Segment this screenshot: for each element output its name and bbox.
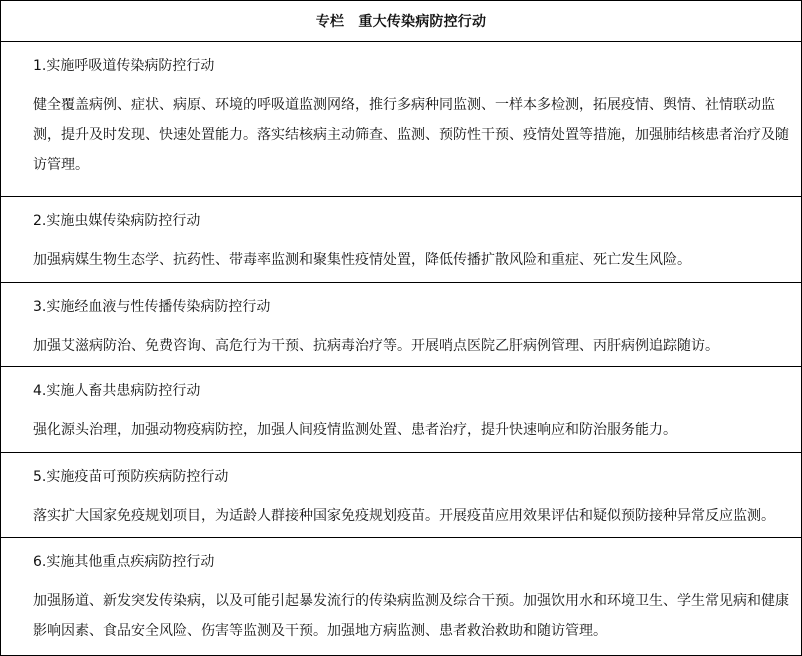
row-body-text: 健全覆盖病例、症状、病原、环境的呼吸道监测网络，推行多病种同监测、一样本多检测，拓展疫情、舆情、社情联动监测，提升及时发现、快速处置能力。落实结核病主动筛查、监测、预防性干预、疫情处置等措施，加强肺结核患者治疗及随访管理。 [33,97,789,173]
table-row [1,42,801,197]
table-title-row [1,1,801,42]
row-body: 加强肠道、新发突发传染病，以及可能引起暴发流行的传染病监测及综合干预。加强饮用水和环境卫生、学生常见病和健康影响因素、食品安全风险、伤害等监测及干预。加强地方病监测、患者救治救助和随访管理。 [33,593,789,639]
table-row [1,538,801,656]
table-title: 专栏 重大传染病防控行动 [315,14,487,30]
row-heading: 2.实施虫媒传染病防控行动 [33,213,201,229]
row-body: 加强艾滋病防治、免费咨询、高危行为干预、抗病毒治疗等。开展哨点医院乙肝病例管理、丙肝病例追踪随访。 [33,338,719,354]
row-heading: 6.实施其他重点疾病防控行动 [33,554,215,570]
row-body: 落实扩大国家免疫规划项目，为适龄人群接种国家免疫规划疫苗。开展疫苗应用效果评估和疑似预防接种异常反应监测。 [33,508,775,524]
row-body: 强化源头治理，加强动物疫病防控，加强人间疫情监测处置、患者治疗，提升快速响应和防治服务能力。 [33,422,677,438]
table-row [1,367,801,453]
table-row [1,197,801,283]
row-heading: 1.实施呼吸道传染病防控行动 [33,58,215,74]
row-body [33,90,789,180]
table-row [1,283,801,367]
table-row [1,453,801,538]
row-heading: 3.实施经血液与性传播传染病防控行动 [33,299,271,315]
row-heading: 5.实施疫苗可预防疾病防控行动 [33,469,229,485]
row-heading: 4.实施人畜共患病防控行动 [33,383,201,399]
row-body: 加强病媒生物生态学、抗药性、带毒率监测和聚集性疫情处置，降低传播扩散风险和重症、死亡发生风险。 [33,252,691,268]
